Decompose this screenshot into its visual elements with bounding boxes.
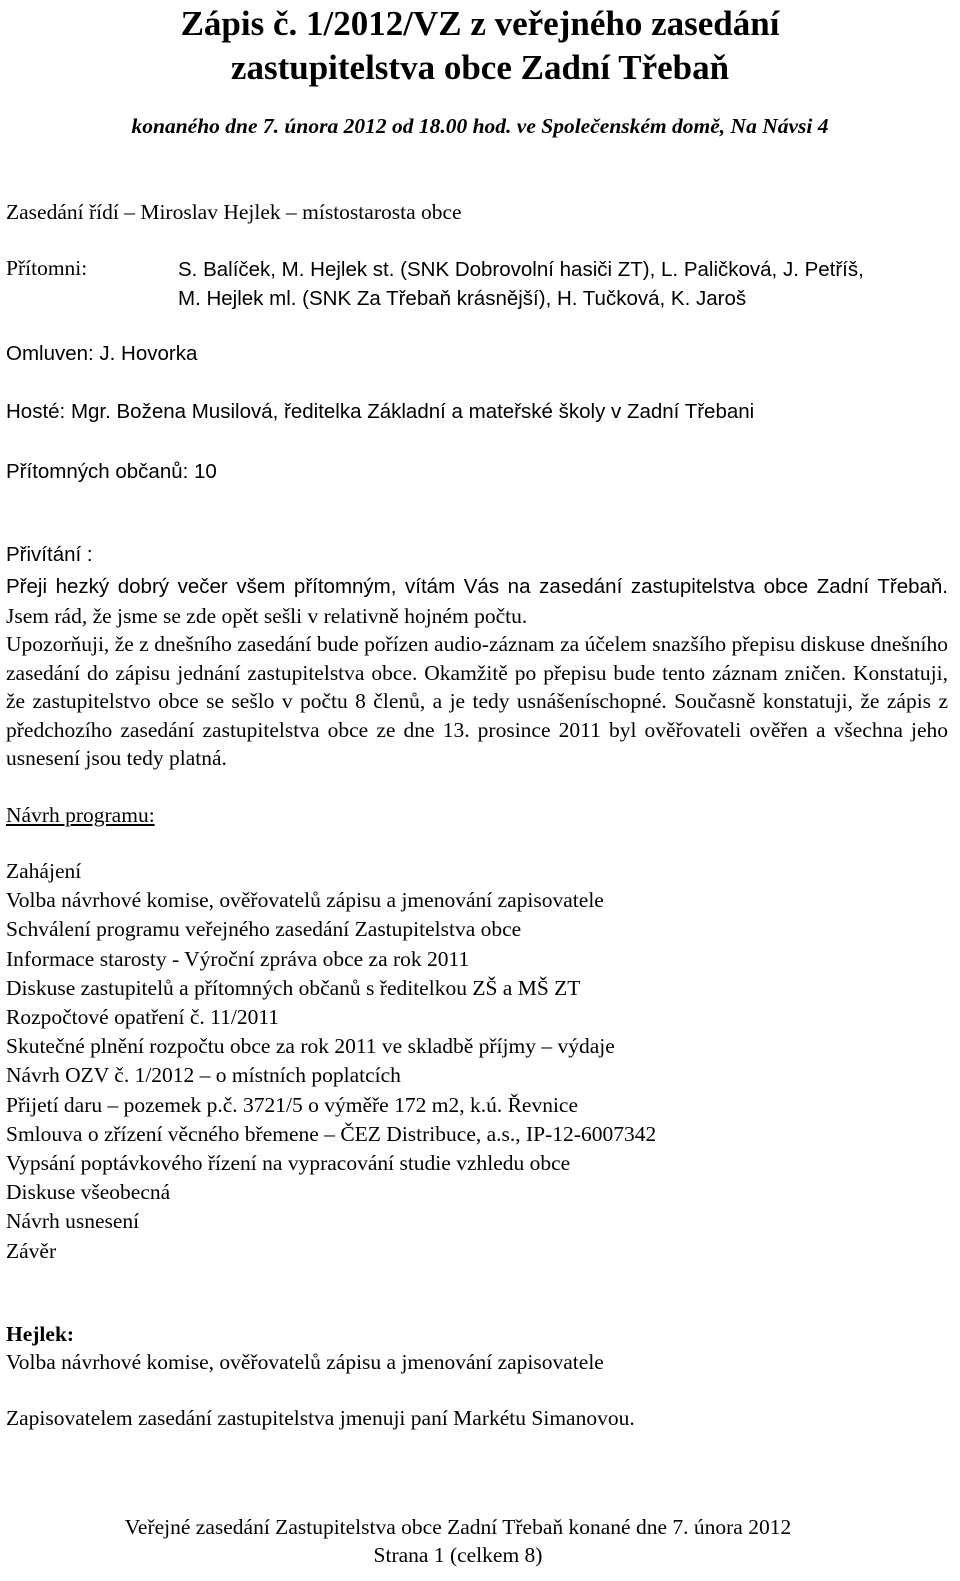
excused-line: Omluven: J. Hovorka bbox=[6, 342, 198, 365]
welcome-text bbox=[6, 572, 948, 773]
program-item: Závěr bbox=[6, 1238, 57, 1263]
guests-line: Hosté: Mgr. Božena Musilová, ředitelka Základní a mateřské školy v Zadní Třebani bbox=[6, 400, 755, 423]
program-list bbox=[6, 857, 656, 1266]
present-names-line-2: M. Hejlek ml. (SNK Za Třebaň krásnější), H. Tučková, K. Jaroš bbox=[178, 287, 747, 310]
welcome-paragraph-2: Upozorňuji, že z dnešního zasedání bude pořízen audio-záznam za účelem snazšího přepisu diskuse dnešního zasedání do zápisu jednání zastupitelstva obce. Okamžitě po přepisu bude tento záznam zničen. Konstatuji, že zastupitelstvo obce se sešlo v počtu 8 členů, a je tedy usnášeníschopné. Současně konstatuji, že zápis z předchozího zasedání zastupitelstva obce ze dne 13. prosince 2011 byl ověřovateli ověřen a všechna jeho usnesení jsou tedy platná. bbox=[6, 632, 948, 770]
program-item: Informace starosty - Výroční zpráva obce za rok 2011 bbox=[6, 946, 470, 971]
program-item: Návrh OZV č. 1/2012 – o místních poplatcích bbox=[6, 1063, 401, 1088]
program-item: Zahájení bbox=[6, 859, 82, 883]
welcome-heading: Přivítání : bbox=[6, 543, 93, 566]
meeting-subtitle: konaného dne 7. února 2012 od 18.00 hod. ve Společenském domě, Na Návsi 4 bbox=[131, 114, 829, 138]
document-title-line-1: Zápis č. 1/2012/VZ z veřejného zasedání bbox=[180, 4, 780, 43]
hejlek-line-2: Zapisovatelem zasedání zastupitelstva jmenuji paní Markétu Simanovou. bbox=[6, 1406, 635, 1430]
program-item: Smlouva o zřízení věcného břemene – ČEZ Distribuce, a.s., IP-12-6007342 bbox=[6, 1121, 657, 1146]
footer-meeting-line: Veřejné zasedání Zastupitelstva obce Zadní Třebaň konané dne 7. února 2012 bbox=[124, 1515, 792, 1539]
program-item: Schválení programu veřejného zasedání Zastupitelstva obce bbox=[6, 917, 522, 942]
program-item: Diskuse zastupitelů a přítomných občanů s ředitelkou ZŠ a MŠ ZT bbox=[6, 975, 581, 1000]
document-title-line-2: zastupitelstva obce Zadní Třebaň bbox=[230, 48, 730, 87]
program-item: Rozpočtové opatření č. 11/2011 bbox=[6, 1005, 280, 1030]
hejlek-line-1: Volba návrhové komise, ověřovatelů zápisu a jmenování zapisovatele bbox=[6, 1350, 604, 1374]
program-heading: Návrh programu: bbox=[6, 803, 155, 827]
welcome-paragraph-1 bbox=[6, 572, 948, 630]
program-item: Přijetí daru – pozemek p.č. 3721/5 o výměře 172 m2, k.ú. Řevnice bbox=[6, 1092, 579, 1117]
welcome-sentence-2: Jsem rád, že jsme se zde opět sešli v relativně hojném počtu. bbox=[6, 603, 528, 628]
program-item: Vypsání poptávkového řízení na vypracování studie vzhledu obce bbox=[6, 1151, 571, 1176]
program-item: Návrh usnesení bbox=[6, 1209, 140, 1234]
footer-page-number: Strana 1 (celkem 8) bbox=[373, 1543, 543, 1567]
program-item: Skutečné plnění rozpočtu obce za rok 2011 ve skladbě příjmy – výdaje bbox=[6, 1034, 615, 1059]
citizens-count: Přítomných občanů: 10 bbox=[6, 460, 217, 483]
program-item: Diskuse všeobecná bbox=[6, 1180, 171, 1205]
present-label: Přítomni: bbox=[6, 256, 88, 280]
speaker-hejlek: Hejlek: bbox=[6, 1322, 75, 1346]
present-names-line-1: S. Balíček, M. Hejlek st. (SNK Dobrovolní hasiči ZT), L. Paličková, J. Petříš, bbox=[178, 258, 864, 281]
welcome-sentence-1: Přeji hezký dobrý večer všem přítomným, vítám Vás na zasedání zastupitelstva obce Zadní Třebaň. bbox=[6, 575, 948, 598]
program-item: Volba návrhové komise, ověřovatelů zápisu a jmenování zapisovatele bbox=[6, 888, 604, 913]
chair-line: Zasedání řídí – Miroslav Hejlek – místostarosta obce bbox=[6, 200, 462, 224]
